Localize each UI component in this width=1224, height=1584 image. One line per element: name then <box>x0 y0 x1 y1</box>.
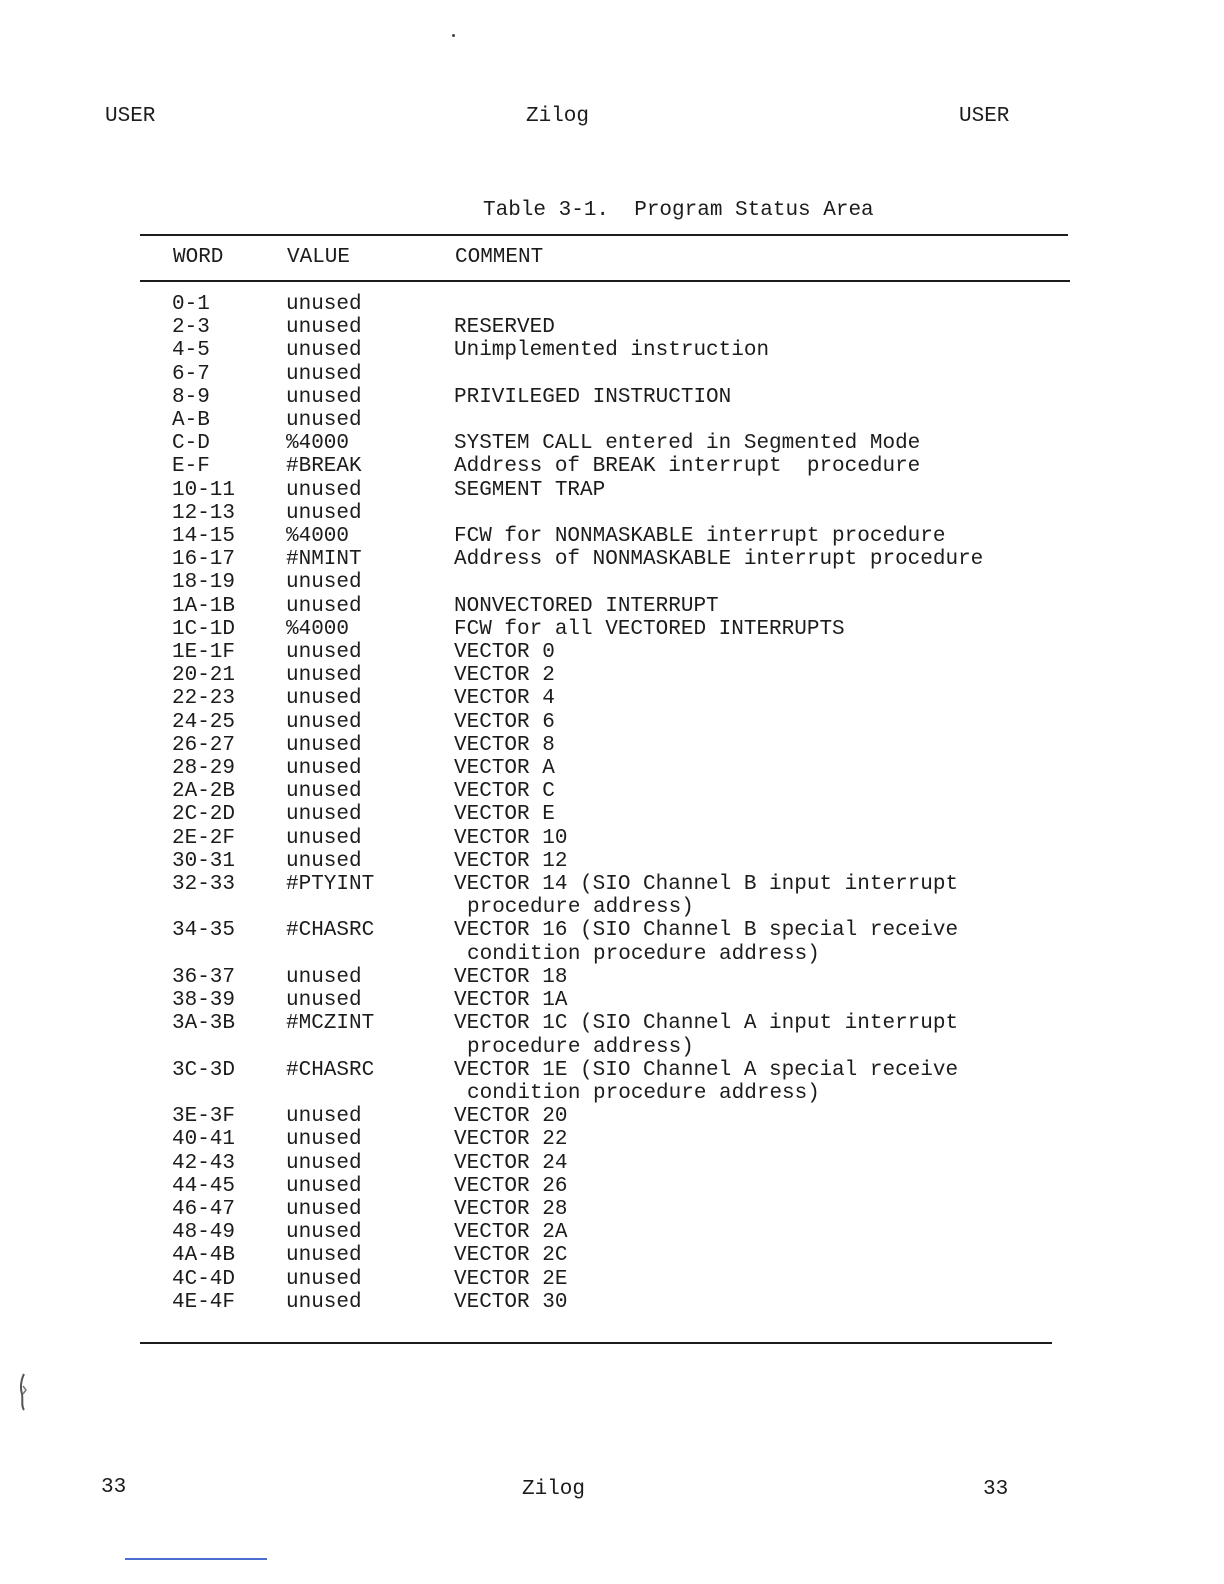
comment-text: VECTOR 30 <box>454 1290 568 1314</box>
table-row <box>172 1059 1062 1105</box>
column-header-comment: COMMENT <box>455 246 544 269</box>
comment-text: VECTOR 1E (SIO Channel A special receive <box>454 1058 959 1082</box>
cell-comment <box>454 989 1062 1012</box>
comment-text: VECTOR 24 <box>454 1151 568 1175</box>
bottom-edge-line <box>125 1558 267 1560</box>
cell-value: unused <box>286 803 362 827</box>
footer-center: Zilog <box>522 1478 586 1501</box>
comment-text: VECTOR 6 <box>454 710 555 734</box>
cell-value: unused <box>286 1105 362 1129</box>
cell-value: #CHASRC <box>286 919 375 943</box>
cell-comment <box>454 803 1062 826</box>
cell-value: unused <box>286 339 362 363</box>
cell-value: %4000 <box>286 617 350 641</box>
cell-comment <box>454 873 1062 919</box>
comment-text: VECTOR 4 <box>454 687 555 711</box>
table-row <box>172 803 1062 826</box>
cell-word: 4A-4B <box>172 1244 236 1268</box>
comment-text: VECTOR 2C <box>454 1244 568 1268</box>
cell-value: unused <box>286 501 362 525</box>
cell-comment <box>454 1012 1062 1058</box>
table-row <box>172 571 1062 594</box>
cell-value: unused <box>286 362 362 386</box>
cell-word: 24-25 <box>172 710 236 734</box>
cell-word: 28-29 <box>172 757 236 781</box>
cell-value: unused <box>286 316 362 340</box>
cell-comment <box>454 827 1062 850</box>
margin-smudge <box>18 1372 28 1412</box>
cell-value: unused <box>286 293 362 316</box>
table-row <box>172 618 1062 641</box>
cell-value: unused <box>286 641 362 665</box>
comment-text: VECTOR 18 <box>454 965 568 989</box>
cell-comment <box>454 919 1062 965</box>
comment-text: VECTOR 1C (SIO Channel A input interrupt <box>454 1012 959 1036</box>
cell-word: 14-15 <box>172 525 236 549</box>
table-row <box>172 780 1062 803</box>
cell-comment <box>454 711 1062 734</box>
cell-value: unused <box>286 757 362 781</box>
cell-value: unused <box>286 849 362 873</box>
table-row <box>172 455 1062 478</box>
cell-comment <box>454 966 1062 989</box>
cell-comment <box>454 687 1062 710</box>
comment-text: Address of BREAK interrupt procedure <box>454 455 921 479</box>
cell-word: A-B <box>172 409 210 433</box>
header-center: Zilog <box>526 105 590 128</box>
table-row <box>172 386 1062 409</box>
cell-comment <box>454 316 1062 339</box>
cell-word: 2-3 <box>172 316 210 340</box>
comment-continuation: procedure address) <box>467 1035 694 1059</box>
comment-text: RESERVED <box>454 316 555 340</box>
table-row <box>172 919 1062 965</box>
cell-comment <box>454 479 1062 502</box>
cell-word: 10-11 <box>172 478 236 502</box>
cell-value: %4000 <box>286 432 350 456</box>
cell-word: 38-39 <box>172 989 236 1013</box>
cell-value: unused <box>286 1128 362 1152</box>
table-row <box>172 989 1062 1012</box>
table-row <box>172 293 1062 316</box>
cell-word: 32-33 <box>172 873 236 897</box>
cell-word: 20-21 <box>172 664 236 688</box>
table-row <box>172 1268 1062 1291</box>
table-row <box>172 827 1062 850</box>
cell-value: unused <box>286 1244 362 1268</box>
cell-value: %4000 <box>286 525 350 549</box>
cell-comment <box>454 525 1062 548</box>
cell-word: 26-27 <box>172 733 236 757</box>
cell-word: 18-19 <box>172 571 236 595</box>
table-top-rule <box>140 234 1068 236</box>
cell-word: E-F <box>172 455 210 479</box>
cell-value: unused <box>286 664 362 688</box>
comment-text: VECTOR 10 <box>454 826 568 850</box>
cell-comment <box>454 780 1062 803</box>
comment-text: VECTOR 0 <box>454 641 555 665</box>
cell-value: unused <box>286 1151 362 1175</box>
cell-word: 8-9 <box>172 385 210 409</box>
cell-comment <box>454 548 1062 571</box>
cell-value: #CHASRC <box>286 1058 375 1082</box>
cell-comment <box>454 339 1062 362</box>
table-row <box>172 1012 1062 1058</box>
comment-text: Address of NONMASKABLE interrupt procedure <box>454 548 984 572</box>
table-row <box>172 525 1062 548</box>
cell-value: unused <box>286 965 362 989</box>
cell-word: 30-31 <box>172 849 236 873</box>
cell-word: 22-23 <box>172 687 236 711</box>
cell-value: unused <box>286 687 362 711</box>
table-row <box>172 1221 1062 1244</box>
cell-value: unused <box>286 710 362 734</box>
cell-value: #NMINT <box>286 548 362 572</box>
table-row <box>172 432 1062 455</box>
comment-text: VECTOR 28 <box>454 1197 568 1221</box>
footer-page-number-right: 33 <box>983 1478 1009 1501</box>
comment-text: VECTOR A <box>454 757 555 781</box>
cell-comment <box>454 455 1062 478</box>
cell-comment <box>454 664 1062 687</box>
table-row <box>172 966 1062 989</box>
cell-comment <box>454 757 1062 780</box>
cell-comment <box>454 1291 1062 1314</box>
cell-word: 0-1 <box>172 293 210 316</box>
table-row <box>172 641 1062 664</box>
column-header-value: VALUE <box>287 246 351 269</box>
table-row <box>172 595 1062 618</box>
table-row <box>172 757 1062 780</box>
cell-value: unused <box>286 1267 362 1291</box>
cell-comment <box>454 1152 1062 1175</box>
table-row <box>172 316 1062 339</box>
table-body <box>172 293 1062 1314</box>
table-row <box>172 687 1062 710</box>
header-left: USER <box>105 105 156 128</box>
cell-comment <box>454 641 1062 664</box>
cell-value: unused <box>286 1197 362 1221</box>
cell-comment <box>454 1128 1062 1151</box>
table-row <box>172 548 1062 571</box>
table-row <box>172 363 1062 386</box>
scan-speck <box>452 34 455 37</box>
cell-comment <box>454 618 1062 641</box>
comment-text: FCW for all VECTORED INTERRUPTS <box>454 617 845 641</box>
table-row <box>172 664 1062 687</box>
cell-value: #MCZINT <box>286 1012 375 1036</box>
comment-text: VECTOR 1A <box>454 989 568 1013</box>
comment-text: VECTOR 16 (SIO Channel B special receive <box>454 919 959 943</box>
cell-value: unused <box>286 780 362 804</box>
cell-word: 36-37 <box>172 965 236 989</box>
cell-word: 1E-1F <box>172 641 236 665</box>
cell-value: unused <box>286 1290 362 1314</box>
comment-continuation: condition procedure address) <box>467 1081 820 1105</box>
comment-text: VECTOR C <box>454 780 555 804</box>
table-bottom-rule <box>140 1342 1052 1344</box>
comment-text: SEGMENT TRAP <box>454 478 606 502</box>
cell-word: 3E-3F <box>172 1105 236 1129</box>
cell-word: 4C-4D <box>172 1267 236 1291</box>
table-header-rule <box>140 280 1070 282</box>
cell-word: 46-47 <box>172 1197 236 1221</box>
cell-word: 4-5 <box>172 339 210 363</box>
cell-comment <box>454 386 1062 409</box>
table-row <box>172 1175 1062 1198</box>
comment-text: SYSTEM CALL entered in Segmented Mode <box>454 432 921 456</box>
table-row <box>172 1291 1062 1314</box>
cell-value: unused <box>286 1174 362 1198</box>
table-title: Table 3-1. Program Status Area <box>483 199 874 222</box>
cell-comment <box>454 1105 1062 1128</box>
cell-value: unused <box>286 385 362 409</box>
cell-value: unused <box>286 409 362 433</box>
cell-comment <box>454 595 1062 618</box>
cell-comment <box>454 1175 1062 1198</box>
table-row <box>172 1198 1062 1221</box>
comment-text: PRIVILEGED INSTRUCTION <box>454 385 732 409</box>
cell-comment <box>454 1198 1062 1221</box>
cell-word: 1C-1D <box>172 617 236 641</box>
table-row <box>172 1105 1062 1128</box>
comment-text: VECTOR 8 <box>454 733 555 757</box>
table-row <box>172 339 1062 362</box>
comment-continuation: condition procedure address) <box>467 942 820 966</box>
cell-comment <box>454 432 1062 455</box>
cell-word: 34-35 <box>172 919 236 943</box>
cell-value: unused <box>286 571 362 595</box>
header-right: USER <box>959 105 1010 128</box>
cell-value: unused <box>286 826 362 850</box>
cell-word: 16-17 <box>172 548 236 572</box>
cell-comment <box>454 850 1062 873</box>
comment-text: VECTOR 22 <box>454 1128 568 1152</box>
cell-word: 1A-1B <box>172 594 236 618</box>
cell-word: 2C-2D <box>172 803 236 827</box>
cell-word: 12-13 <box>172 501 236 525</box>
cell-word: 48-49 <box>172 1221 236 1245</box>
cell-value: unused <box>286 1221 362 1245</box>
comment-continuation: procedure address) <box>467 896 694 920</box>
cell-comment <box>454 1244 1062 1267</box>
cell-word: 40-41 <box>172 1128 236 1152</box>
table-row <box>172 409 1062 432</box>
comment-text: Unimplemented instruction <box>454 339 770 363</box>
table-row <box>172 734 1062 757</box>
cell-word: 6-7 <box>172 362 210 386</box>
cell-word: 2E-2F <box>172 826 236 850</box>
cell-comment <box>454 734 1062 757</box>
cell-word: 44-45 <box>172 1174 236 1198</box>
table-row <box>172 711 1062 734</box>
cell-word: 2A-2B <box>172 780 236 804</box>
table-row <box>172 873 1062 919</box>
cell-word: 42-43 <box>172 1151 236 1175</box>
comment-text: VECTOR 2E <box>454 1267 568 1291</box>
cell-comment <box>454 1059 1062 1105</box>
cell-word: C-D <box>172 432 210 456</box>
comment-text: VECTOR 20 <box>454 1105 568 1129</box>
cell-value: unused <box>286 594 362 618</box>
comment-text: VECTOR 2A <box>454 1221 568 1245</box>
table-row <box>172 1244 1062 1267</box>
cell-comment <box>454 1221 1062 1244</box>
cell-value: #BREAK <box>286 455 362 479</box>
comment-text: VECTOR 12 <box>454 849 568 873</box>
cell-value: unused <box>286 989 362 1013</box>
table-row <box>172 850 1062 873</box>
comment-text: VECTOR E <box>454 803 555 827</box>
cell-word: 3C-3D <box>172 1058 236 1082</box>
comment-text: FCW for NONMASKABLE interrupt procedure <box>454 525 946 549</box>
table-row <box>172 479 1062 502</box>
column-header-word: WORD <box>173 246 224 269</box>
cell-value: unused <box>286 478 362 502</box>
cell-value: unused <box>286 733 362 757</box>
cell-comment <box>454 1268 1062 1291</box>
comment-text: VECTOR 14 (SIO Channel B input interrupt <box>454 873 959 897</box>
cell-word: 4E-4F <box>172 1290 236 1314</box>
comment-text: NONVECTORED INTERRUPT <box>454 594 719 618</box>
cell-word: 3A-3B <box>172 1012 236 1036</box>
table-row <box>172 1128 1062 1151</box>
table-row <box>172 1152 1062 1175</box>
footer-page-number-left: 33 <box>101 1476 127 1499</box>
comment-text: VECTOR 2 <box>454 664 555 688</box>
cell-value: #PTYINT <box>286 873 375 897</box>
comment-text: VECTOR 26 <box>454 1174 568 1198</box>
table-row <box>172 502 1062 525</box>
